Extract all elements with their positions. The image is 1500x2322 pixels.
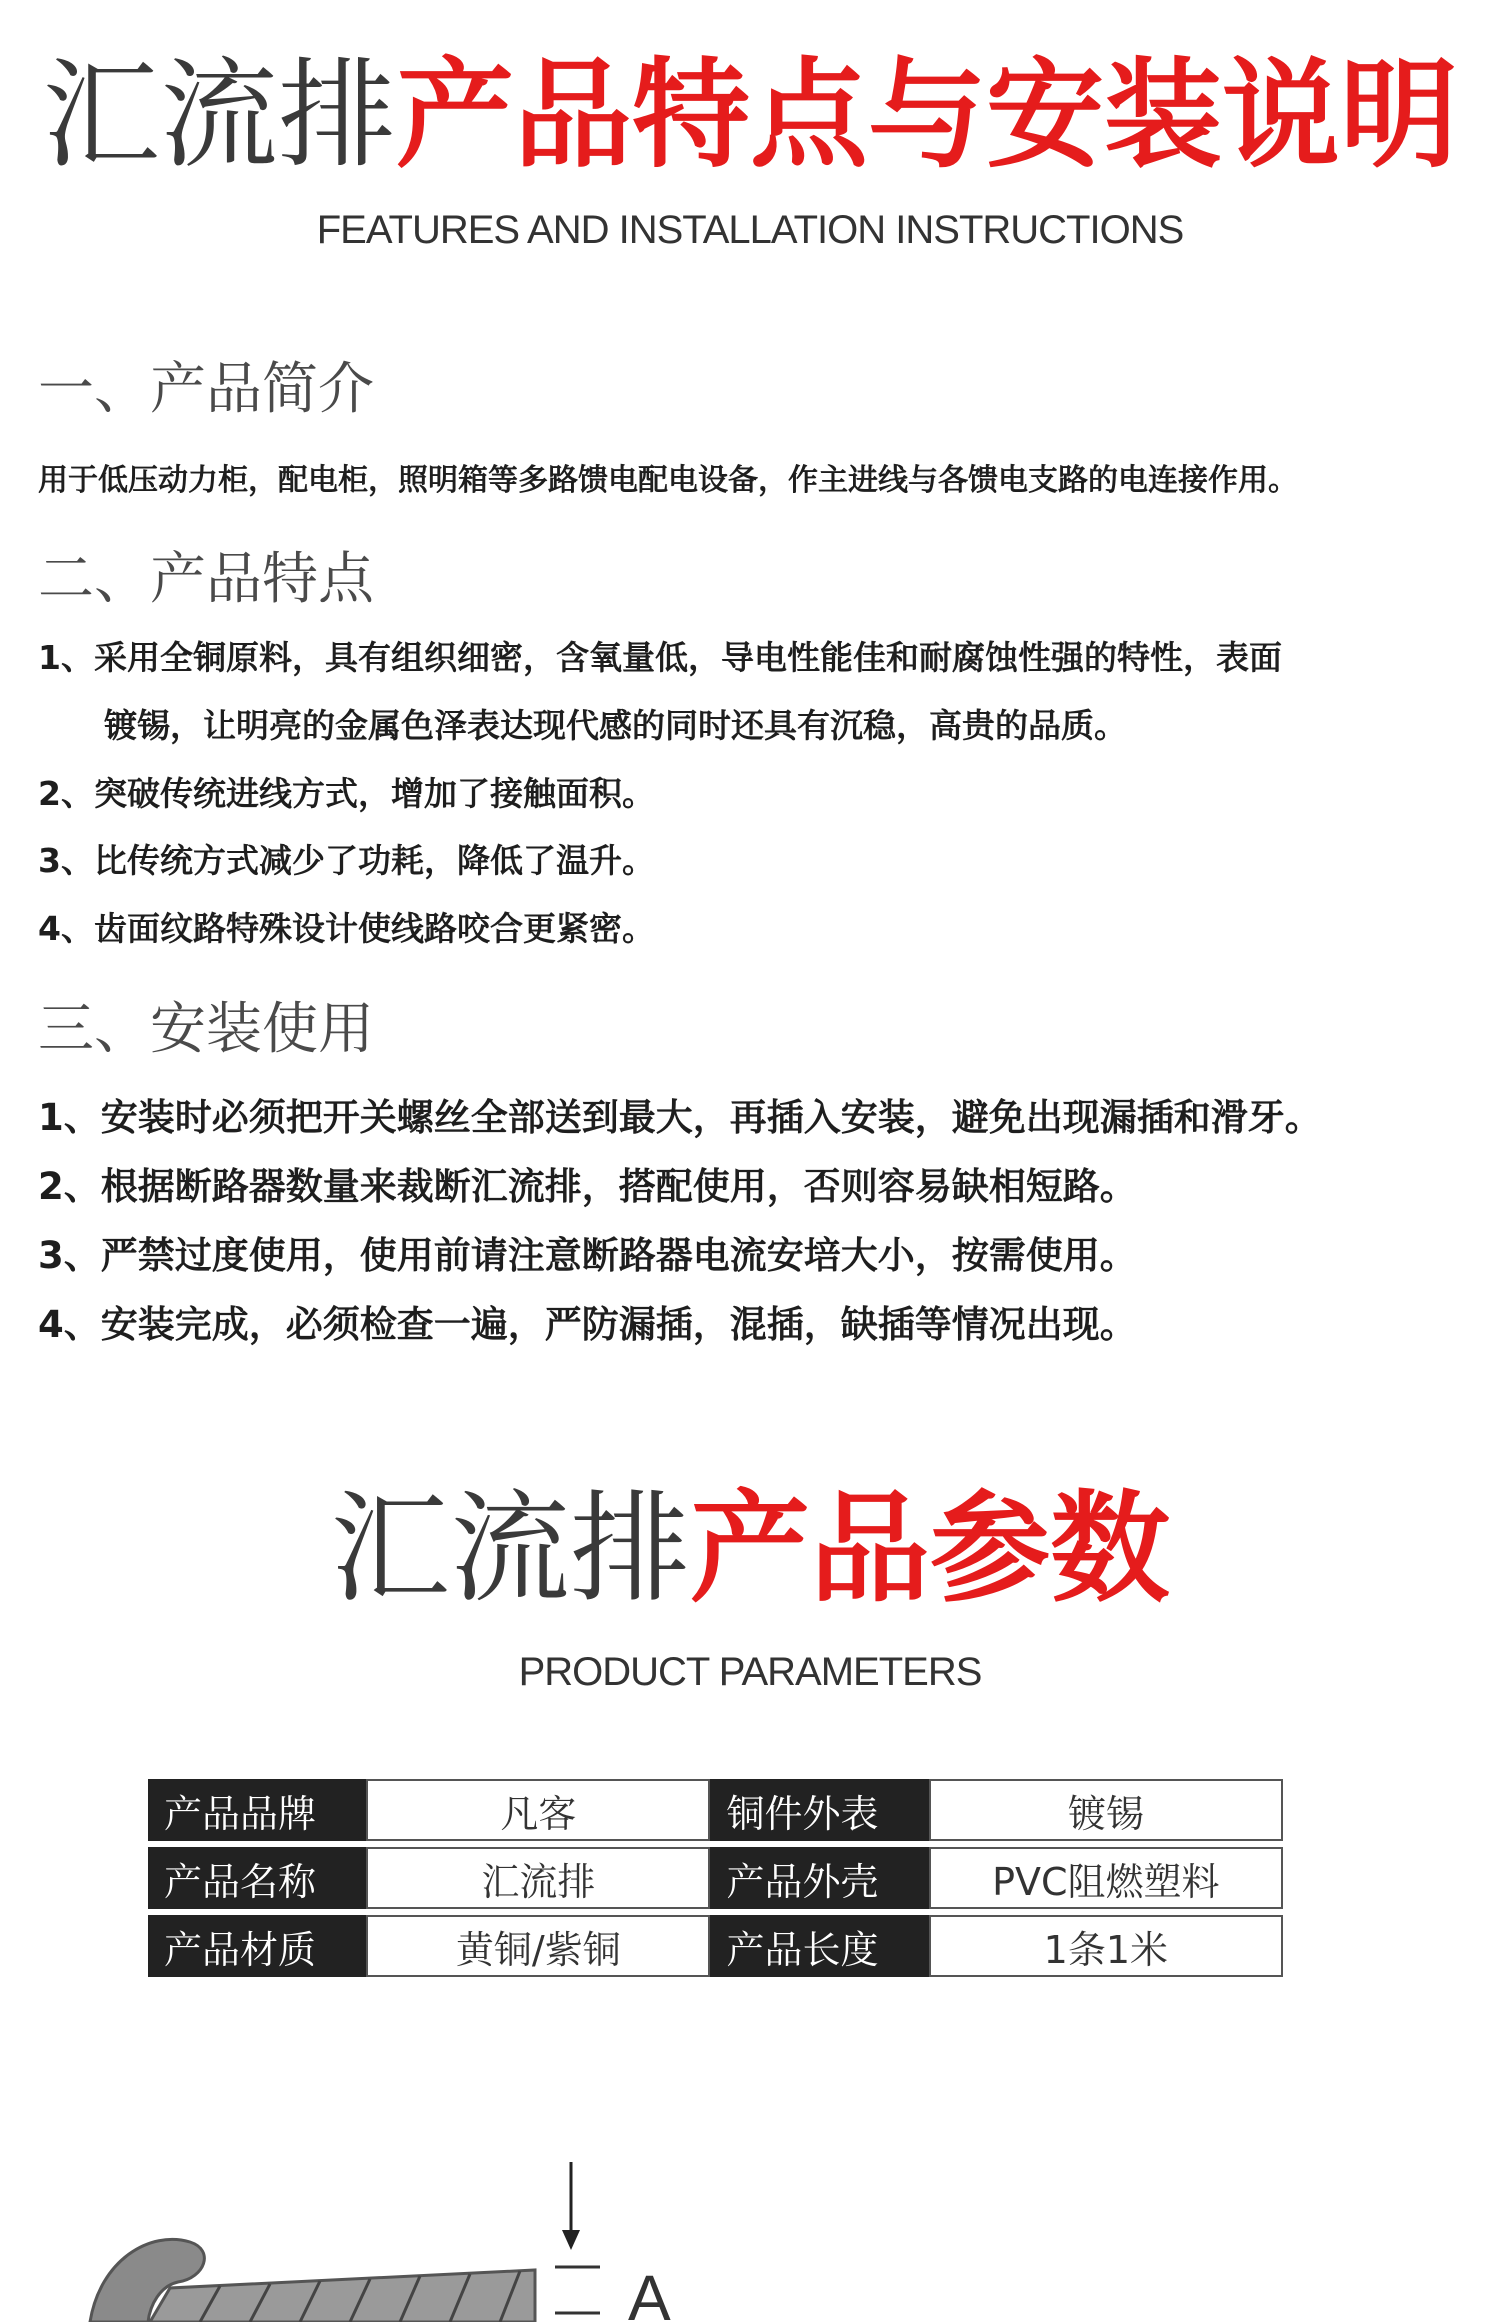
param-value: 凡客 bbox=[366, 1779, 710, 1841]
install-item: 2、根据断路器数量来裁断汇流排，搭配使用，否则容易缺相短路。 bbox=[38, 1165, 1137, 1208]
feature-item: 3、比传统方式减少了功耗，降低了温升。 bbox=[38, 841, 655, 880]
main-title-light: 汇流排 bbox=[41, 46, 396, 184]
param-value: 黄铜/紫铜 bbox=[366, 1915, 710, 1977]
feature-item-continued: 镀锡，让明亮的金属色泽表达现代感的同时还具有沉稳，高贵的品质。 bbox=[104, 706, 1127, 745]
params-subtitle: PRODUCT PARAMETERS bbox=[518, 1650, 982, 1694]
busbar-diagram bbox=[0, 2130, 1500, 2322]
section-install-heading: 三、安装使用 bbox=[38, 997, 374, 1062]
main-title bbox=[0, 46, 1500, 184]
params-title-light: 汇流排 bbox=[330, 1480, 690, 1619]
param-key: 产品名称 bbox=[148, 1847, 366, 1909]
dimension-label: A bbox=[628, 2262, 671, 2322]
install-item: 3、严禁过度使用，使用前请注意断路器电流安培大小，按需使用。 bbox=[38, 1234, 1137, 1277]
install-item: 1、安装时必须把开关螺丝全部送到最大，再插入安装，避免出现漏插和滑牙。 bbox=[38, 1096, 1322, 1139]
busbar-strip bbox=[150, 2270, 535, 2322]
params-table bbox=[148, 1773, 1283, 1983]
param-key: 铜件外表 bbox=[710, 1779, 928, 1841]
param-value: 1条1米 bbox=[929, 1915, 1283, 1977]
section-features-heading: 二、产品特点 bbox=[38, 547, 374, 612]
param-value: PVC阻燃塑料 bbox=[929, 1847, 1283, 1909]
section-intro-text: 用于低压动力柜，配电柜，照明箱等多路馈电配电设备，作主进线与各馈电支路的电连接作用。 bbox=[38, 463, 1298, 498]
feature-item: 2、突破传统进线方式，增加了接触面积。 bbox=[38, 774, 655, 813]
table-row bbox=[148, 1915, 1283, 1977]
param-key: 产品材质 bbox=[148, 1915, 366, 1977]
arrow-head bbox=[562, 2230, 580, 2250]
param-key: 产品品牌 bbox=[148, 1779, 366, 1841]
main-subtitle: FEATURES AND INSTALLATION INSTRUCTIONS bbox=[316, 208, 1184, 252]
param-key: 产品长度 bbox=[710, 1915, 928, 1977]
params-title bbox=[0, 1480, 1500, 1619]
param-value: 镀锡 bbox=[929, 1779, 1283, 1841]
feature-item: 1、采用全铜原料，具有组织细密，含氧量低，导电性能佳和耐腐蚀性强的特性，表面 bbox=[38, 638, 1282, 677]
table-row bbox=[148, 1779, 1283, 1841]
param-key: 产品外壳 bbox=[710, 1847, 928, 1909]
feature-item: 4、齿面纹路特殊设计使线路咬合更紧密。 bbox=[38, 909, 655, 948]
table-row bbox=[148, 1847, 1283, 1909]
install-item: 4、安装完成，必须检查一遍，严防漏插，混插，缺插等情况出现。 bbox=[38, 1303, 1137, 1346]
main-title-red: 产品特点与安装说明 bbox=[396, 46, 1459, 184]
params-title-red: 产品参数 bbox=[690, 1480, 1170, 1619]
section-intro-heading: 一、产品简介 bbox=[38, 357, 374, 422]
param-value: 汇流排 bbox=[366, 1847, 710, 1909]
